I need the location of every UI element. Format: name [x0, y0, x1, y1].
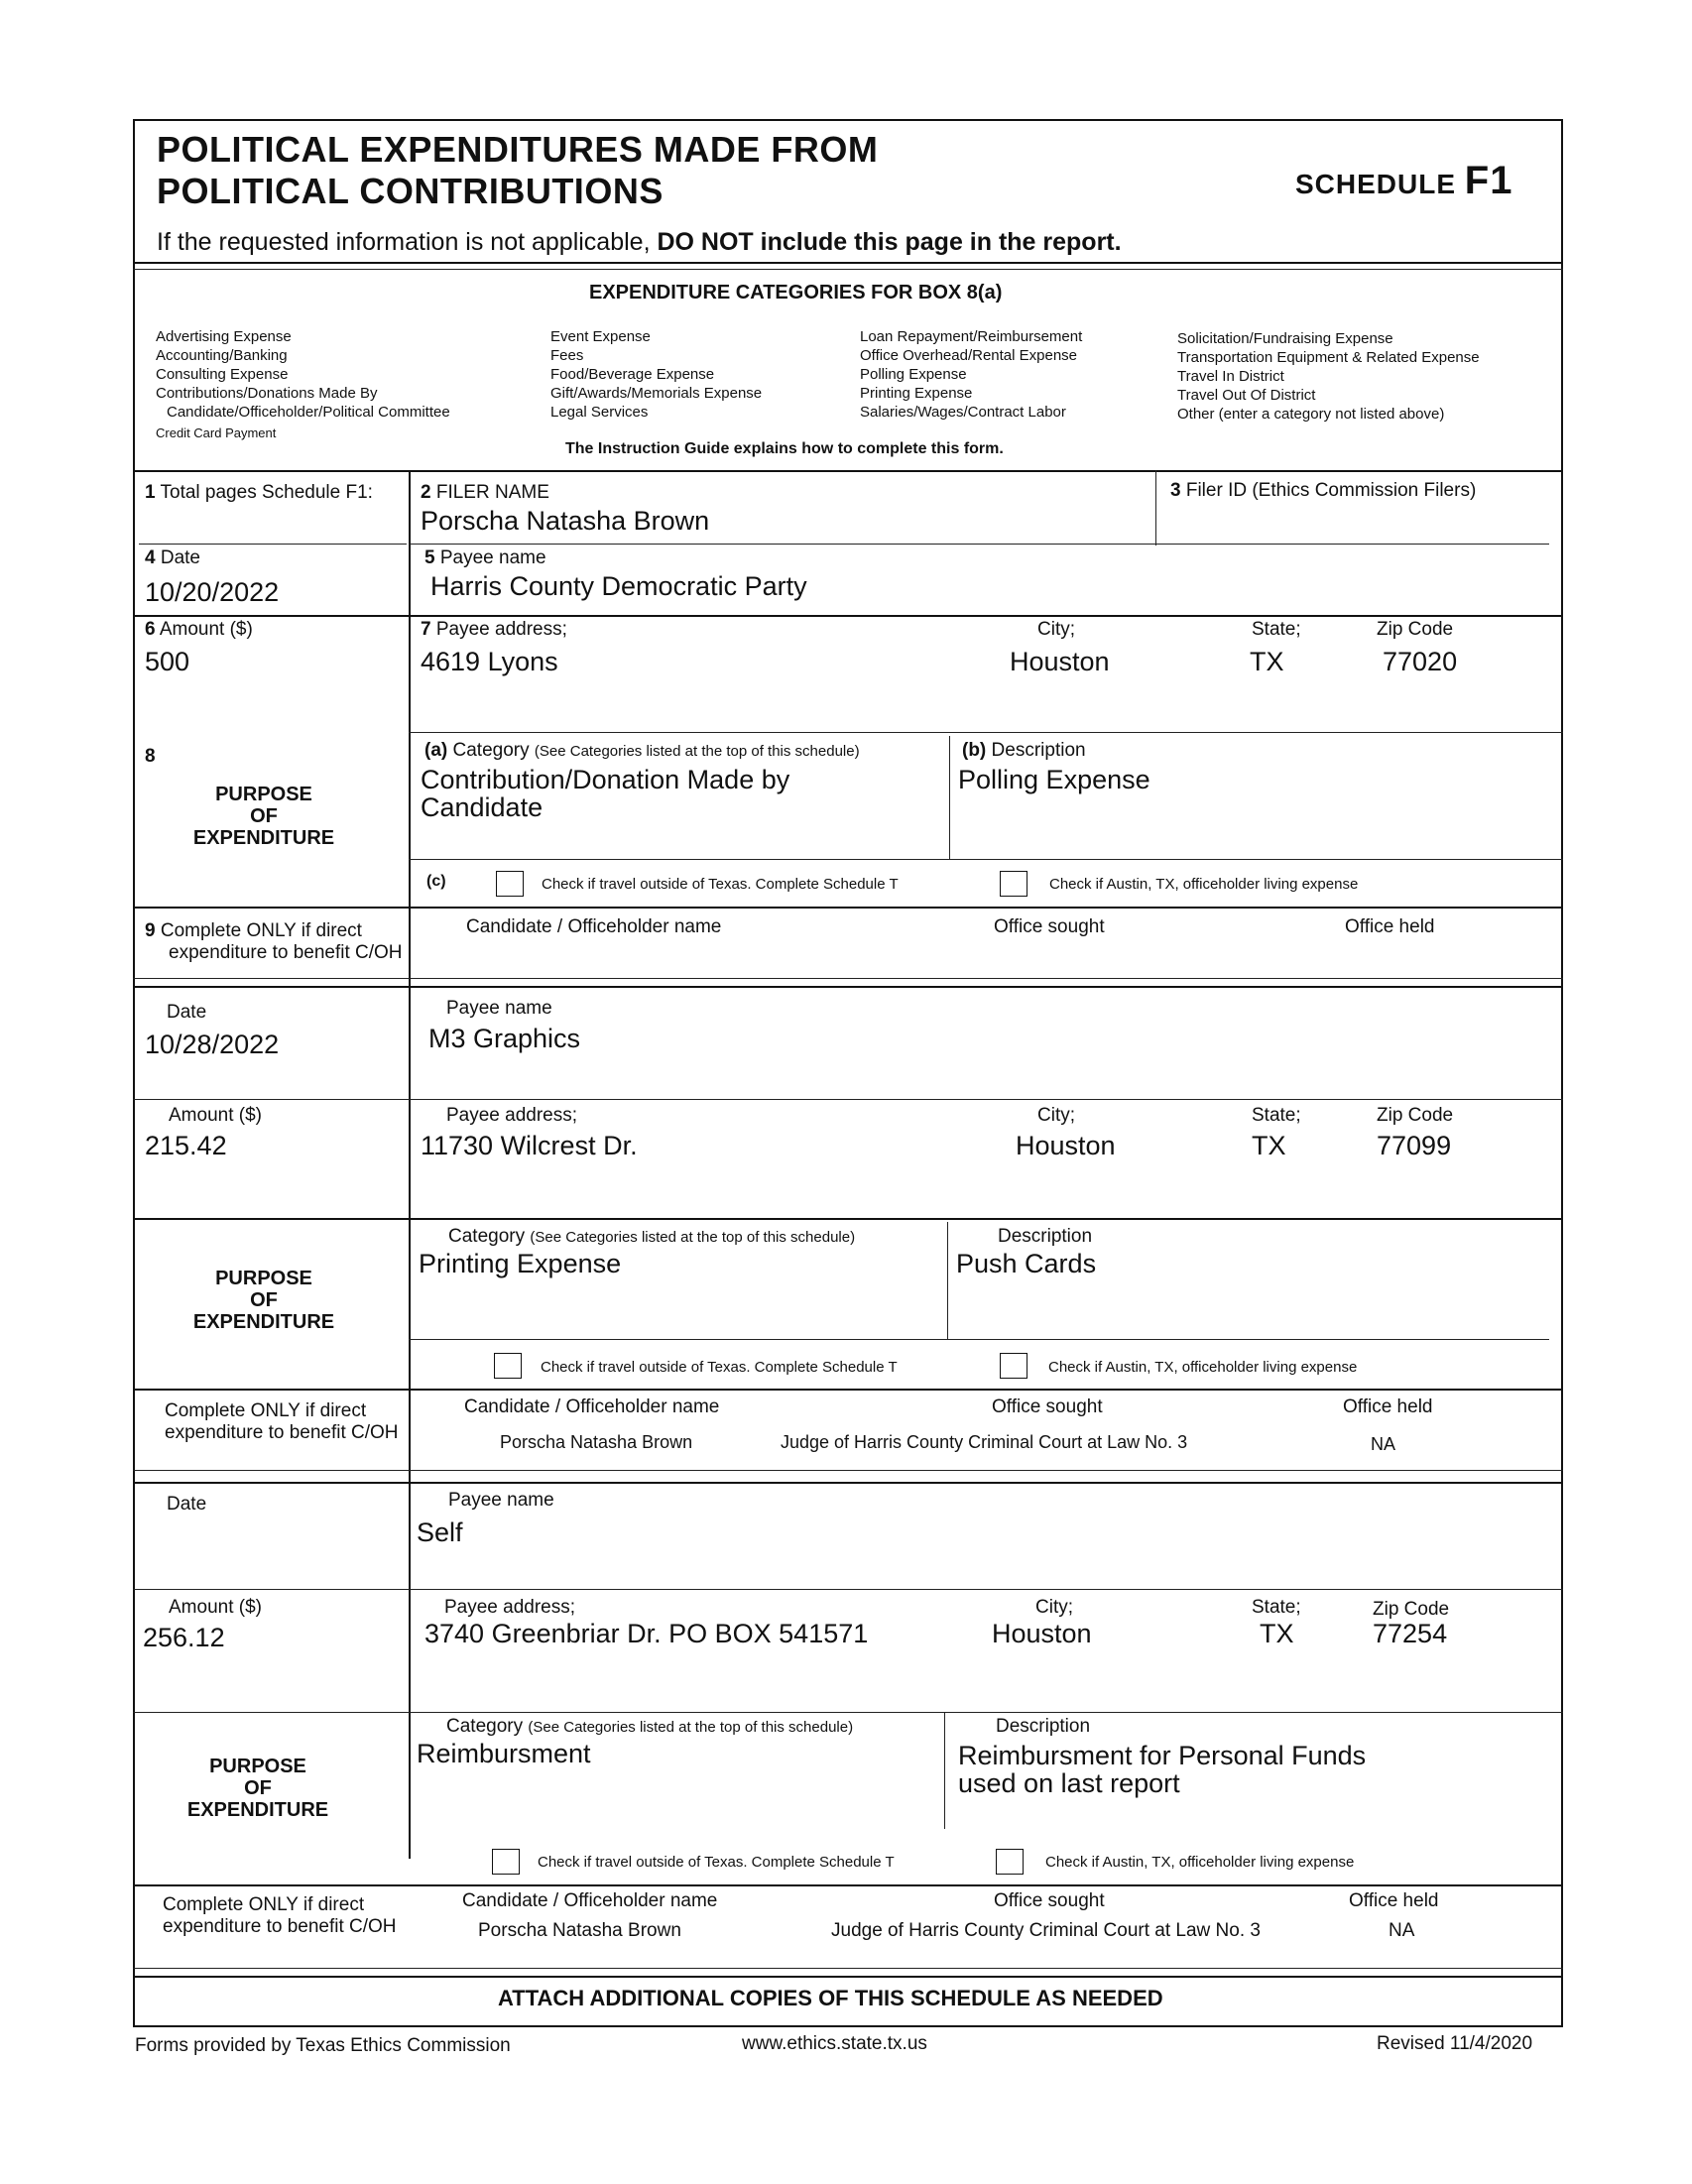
entry1-zip-value[interactable]: 77020 — [1383, 647, 1458, 676]
entry2-description-value[interactable]: Push Cards — [956, 1249, 1097, 1278]
entry1-description-value[interactable]: Polling Expense — [958, 765, 1150, 794]
entry1-travel-check-label: Check if travel outside of Texas. Complete Schedule T — [542, 876, 899, 893]
entry3-purpose-heading: PURPOSE OF EXPENDITURE — [186, 1756, 329, 1821]
entry3-zip-value[interactable]: 77254 — [1373, 1619, 1448, 1648]
divider — [139, 544, 407, 545]
entry2-travel-check-label: Check if travel outside of Texas. Complete Schedule T — [541, 1359, 898, 1376]
entry2-complete-only: Complete ONLY if direct expenditure to benefit C/OH — [165, 1400, 399, 1443]
divider — [133, 262, 1563, 264]
entry2-office-held-label: Office held — [1343, 1396, 1433, 1417]
entry2-amount-value[interactable]: 215.42 — [145, 1131, 227, 1160]
entry2-city-value[interactable]: Houston — [1016, 1131, 1116, 1160]
divider — [133, 1099, 1563, 1100]
instruction-line: If the requested information is not applicable, DO NOT include this page in the report. — [157, 228, 1122, 256]
entry3-office-held-label: Office held — [1349, 1890, 1439, 1911]
entry1-city-label: City; — [1037, 619, 1075, 640]
entry2-purpose-heading: PURPOSE OF EXPENDITURE — [192, 1268, 335, 1333]
footer-provided-by: Forms provided by Texas Ethics Commission — [135, 2035, 511, 2056]
entry3-austin-checkbox[interactable] — [996, 1849, 1024, 1875]
entry2-zip-label: Zip Code — [1377, 1105, 1454, 1126]
divider — [133, 1712, 1563, 1713]
divider — [133, 1968, 1563, 1969]
entry1-state-value[interactable]: TX — [1250, 647, 1284, 676]
entry2-zip-value[interactable]: 77099 — [1377, 1131, 1452, 1160]
entry3-travel-check-label: Check if travel outside of Texas. Complete Schedule T — [538, 1854, 895, 1871]
entry1-category-value[interactable]: Contribution/Donation Made by Candidate — [421, 765, 790, 822]
entry1-candidate-label: Candidate / Officeholder name — [466, 916, 722, 937]
entry3-complete-only: Complete ONLY if direct expenditure to benefit C/OH — [163, 1894, 397, 1937]
entry3-payee-name-value[interactable]: Self — [417, 1517, 463, 1547]
divider — [133, 1389, 1563, 1391]
column-divider — [409, 470, 411, 1859]
divider — [409, 1339, 1549, 1340]
entry1-description-label: (b) Description — [962, 740, 1086, 761]
entry3-date-label: Date — [167, 1494, 207, 1515]
category-list-col1: Advertising Expense Accounting/Banking Consulting Expense Contributions/Donations Made By Candidate/Officeholder/Political Committee Credit Card Payment — [156, 328, 450, 440]
divider — [409, 544, 1549, 545]
column-divider — [944, 1712, 945, 1829]
entry3-candidate-label: Candidate / Officeholder name — [462, 1890, 718, 1911]
footer-url[interactable]: www.ethics.state.tx.us — [742, 2033, 927, 2054]
category-list-col3: Loan Repayment/Reimbursement Office Overhead/Rental Expense Polling Expense Printing Expense Salaries/Wages/Contract Labor — [860, 328, 1083, 421]
form-title-line2: POLITICAL CONTRIBUTIONS — [157, 171, 664, 211]
entry1-payee-name-label: 5 Payee name — [424, 547, 546, 568]
entry2-travel-checkbox[interactable] — [494, 1353, 522, 1379]
entry1-travel-checkbox[interactable] — [496, 871, 524, 897]
entry1-purpose-heading: PURPOSE OF EXPENDITURE — [192, 784, 335, 849]
filer-id-label: 3 Filer ID (Ethics Commission Filers) — [1170, 480, 1477, 501]
entry3-office-held-value[interactable]: NA — [1389, 1920, 1415, 1941]
entry2-address-label: Payee address; — [446, 1105, 578, 1126]
divider — [133, 978, 1563, 979]
entry1-state-label: State; — [1252, 619, 1301, 640]
divider — [133, 1482, 1563, 1484]
entry2-candidate-value[interactable]: Porscha Natasha Brown — [500, 1432, 693, 1452]
entry3-state-label: State; — [1252, 1597, 1301, 1618]
category-list-col2: Event Expense Fees Food/Beverage Expense Gift/Awards/Memorials Expense Legal Services — [550, 328, 763, 421]
divider — [133, 269, 1563, 270]
divider — [133, 470, 1563, 472]
category-list-col4: Solicitation/Fundraising Expense Transportation Equipment & Related Expense Travel In District Travel Out Of District Other (enter a category not listed above) — [1177, 330, 1480, 423]
entry1-office-held-label: Office held — [1345, 916, 1435, 937]
filer-name-label: 2 FILER NAME — [421, 482, 549, 503]
entry1-address-value[interactable]: 4619 Lyons — [421, 647, 558, 676]
entry1-zip-label: Zip Code — [1377, 619, 1454, 640]
entry2-address-value[interactable]: 11730 Wilcrest Dr. — [421, 1131, 638, 1160]
divider — [409, 859, 1563, 860]
filer-name-value[interactable]: Porscha Natasha Brown — [421, 506, 710, 536]
entry3-office-sought-value[interactable]: Judge of Harris County Criminal Court at Law No. 3 — [831, 1920, 1261, 1941]
entry2-office-held-value[interactable]: NA — [1371, 1434, 1396, 1454]
column-divider — [949, 736, 950, 859]
entry3-payee-name-label: Payee name — [448, 1490, 554, 1511]
entry3-zip-label: Zip Code — [1373, 1599, 1450, 1620]
entry1-amount-label: 6 Amount ($) — [145, 619, 253, 640]
entry3-category-label: Category (See Categories listed at the top of this schedule) — [446, 1716, 854, 1737]
attach-copies-note: ATTACH ADDITIONAL COPIES OF THIS SCHEDULE AS NEEDED — [498, 1986, 1163, 2010]
footer-revised: Revised 11/4/2020 — [1377, 2033, 1533, 2054]
divider — [133, 907, 1563, 909]
entry1-amount-value[interactable]: 500 — [145, 647, 190, 676]
entry1-austin-check-label: Check if Austin, TX, officeholder living expense — [1049, 876, 1359, 893]
entry3-candidate-value[interactable]: Porscha Natasha Brown — [478, 1920, 681, 1941]
entry1-category-label: (a) Category (See Categories listed at the top of this schedule) — [424, 740, 860, 761]
entry3-category-value[interactable]: Reimbursment — [417, 1739, 591, 1768]
entry2-office-sought-label: Office sought — [992, 1396, 1103, 1417]
entry1-date-label: 4 Date — [145, 547, 200, 568]
form-title-line1: POLITICAL EXPENDITURES MADE FROM — [157, 129, 879, 170]
categories-heading: EXPENDITURE CATEGORIES FOR BOX 8(a) — [589, 282, 1003, 303]
entry1-city-value[interactable]: Houston — [1010, 647, 1110, 676]
entry3-office-sought-label: Office sought — [994, 1890, 1105, 1911]
entry1-office-sought-label: Office sought — [994, 916, 1105, 937]
schedule-label: SCHEDULE F1 — [1295, 159, 1513, 202]
entry2-austin-checkbox[interactable] — [1000, 1353, 1027, 1379]
entry3-address-label: Payee address; — [444, 1597, 576, 1618]
divider — [133, 1589, 1563, 1590]
entry1-date-value[interactable]: 10/20/2022 — [145, 577, 280, 607]
entry2-category-label: Category (See Categories listed at the top of this schedule) — [448, 1226, 856, 1247]
divider — [133, 1218, 1563, 1220]
entry1-payee-name-value[interactable]: Harris County Democratic Party — [430, 571, 807, 601]
divider — [133, 1884, 1563, 1886]
divider — [133, 986, 1563, 988]
entry3-city-value[interactable]: Houston — [992, 1619, 1092, 1648]
entry3-austin-check-label: Check if Austin, TX, officeholder living expense — [1045, 1854, 1355, 1871]
entry3-address-value[interactable]: 3740 Greenbriar Dr. PO BOX 541571 — [424, 1619, 869, 1648]
entry3-state-value[interactable]: TX — [1260, 1619, 1294, 1648]
column-divider — [1155, 470, 1156, 546]
entry2-payee-name-value[interactable]: M3 Graphics — [428, 1024, 581, 1053]
entry1-c-label: (c) — [426, 873, 446, 890]
entry2-description-label: Description — [998, 1226, 1093, 1247]
entry1-address-label: 7 Payee address; — [421, 619, 567, 640]
entry3-description-label: Description — [996, 1716, 1091, 1737]
instruction-guide-note: The Instruction Guide explains how to complete this form. — [565, 440, 1004, 457]
entry2-austin-check-label: Check if Austin, TX, officeholder living expense — [1048, 1359, 1358, 1376]
entry2-category-value[interactable]: Printing Expense — [419, 1249, 622, 1278]
entry3-travel-checkbox[interactable] — [492, 1849, 520, 1875]
entry2-office-sought-value[interactable]: Judge of Harris County Criminal Court at Law No. 3 — [781, 1432, 1188, 1452]
entry3-amount-value[interactable]: 256.12 — [143, 1623, 225, 1652]
entry3-description-value[interactable]: Reimbursment for Personal Funds used on last report — [958, 1741, 1367, 1798]
entry2-city-label: City; — [1037, 1105, 1075, 1126]
entry2-amount-label: Amount ($) — [169, 1105, 262, 1126]
entry2-state-label: State; — [1252, 1105, 1301, 1126]
entry2-state-value[interactable]: TX — [1252, 1131, 1286, 1160]
entry2-candidate-label: Candidate / Officeholder name — [464, 1396, 720, 1417]
entry3-city-label: City; — [1035, 1597, 1073, 1618]
entry1-purpose-number: 8 — [145, 746, 156, 767]
entry1-complete-only: 9 Complete ONLY if direct expenditure to benefit C/OH — [145, 920, 403, 963]
entry2-date-value[interactable]: 10/28/2022 — [145, 1030, 280, 1059]
entry3-amount-label: Amount ($) — [169, 1597, 262, 1618]
entry1-austin-checkbox[interactable] — [1000, 871, 1027, 897]
divider — [133, 1470, 1563, 1471]
divider — [133, 615, 1563, 617]
total-pages-label: 1 Total pages Schedule F1: — [145, 482, 373, 503]
column-divider — [947, 1222, 948, 1339]
entry2-payee-name-label: Payee name — [446, 998, 552, 1019]
divider — [133, 1976, 1563, 1978]
entry2-date-label: Date — [167, 1002, 207, 1023]
divider — [409, 732, 1563, 733]
